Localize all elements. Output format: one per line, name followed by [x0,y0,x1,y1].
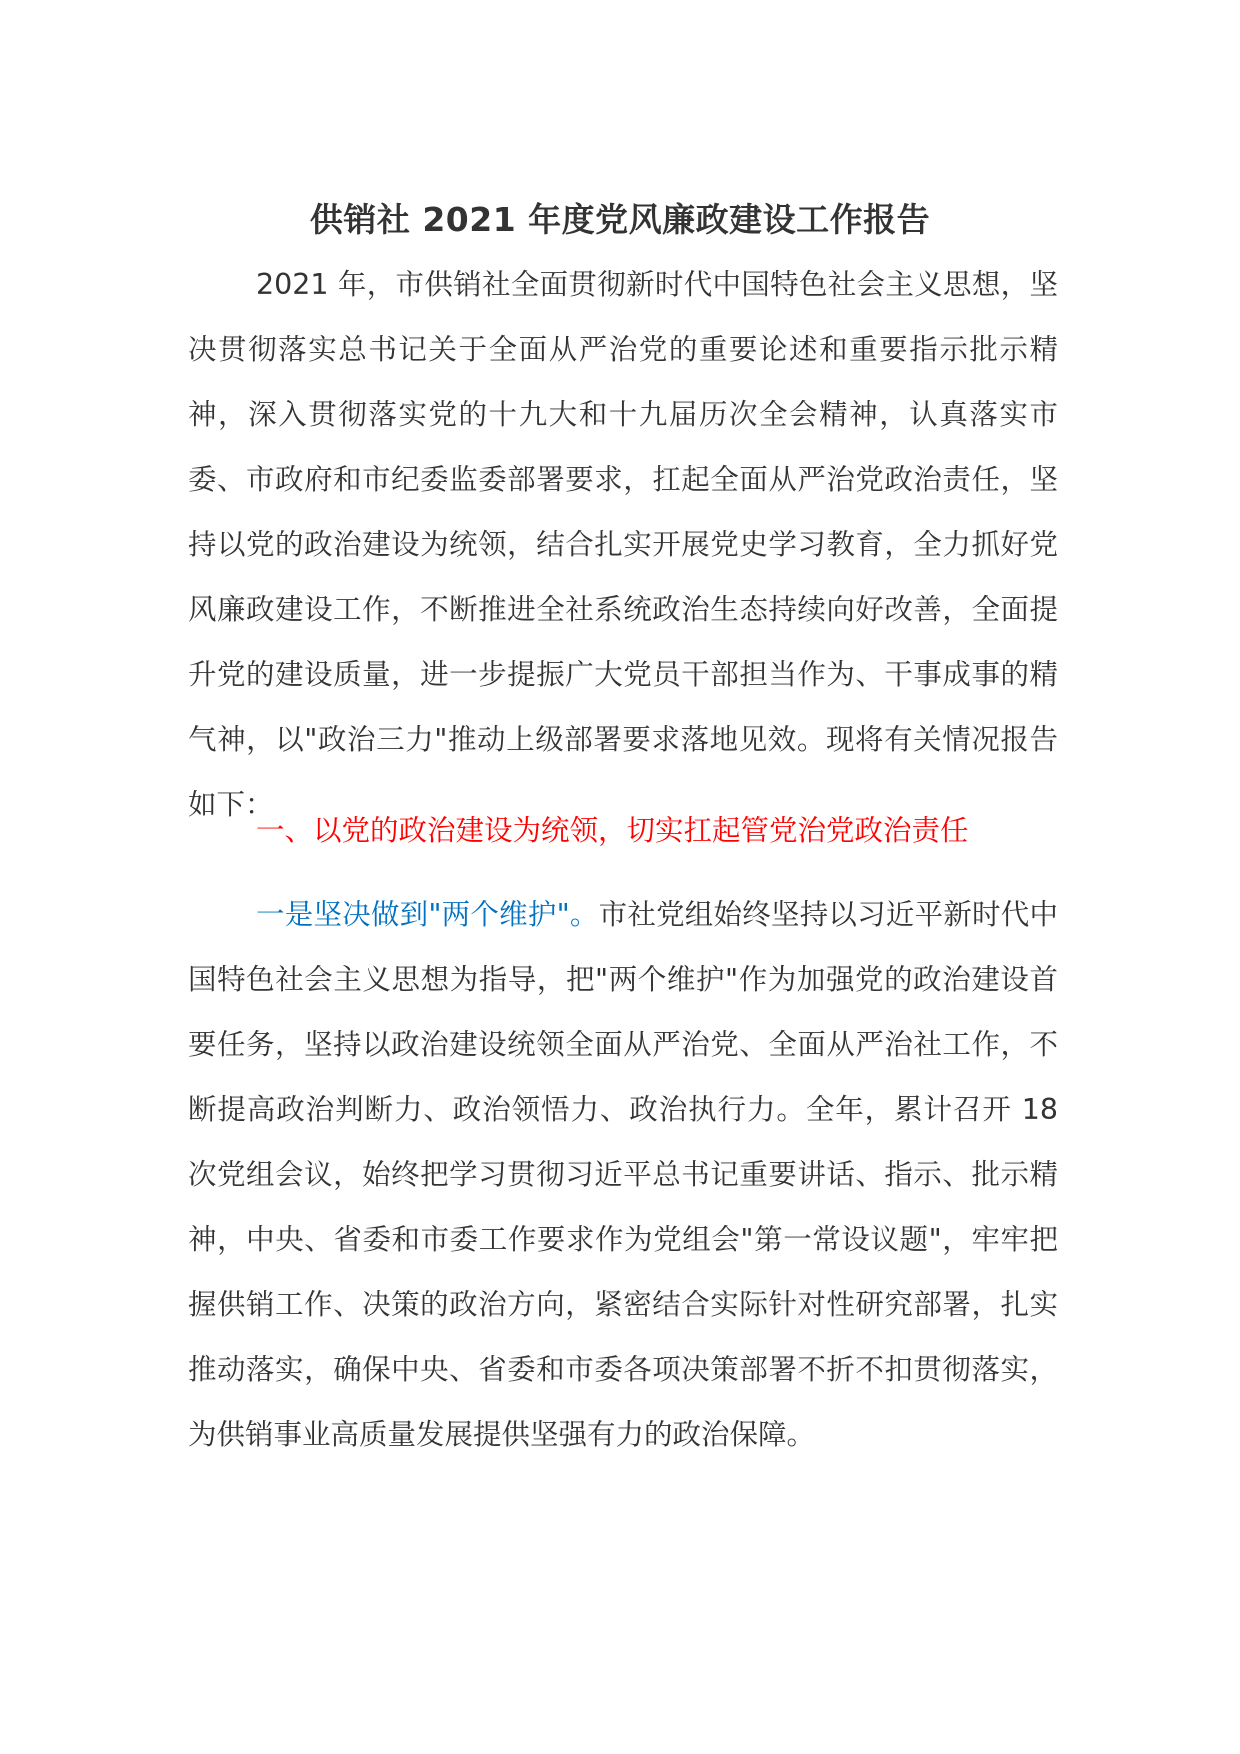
item-1-paragraph [188,882,1058,1467]
section-1-heading: 一、以党的政治建设为统领，切实扛起管党治党政治责任 [256,814,969,847]
document-title: 供销社 2021 年度党风廉政建设工作报告 [309,200,931,239]
intro-paragraph: 2021 年，市供销社全面贯彻新时代中国特色社会主义思想，坚决贯彻落实总书记关于全面从严治党的重要论述和重要指示批示精神，深入贯彻落实党的十九大和十九届历次全会精神，认真落实市委、市政府和市纪委监委部署要求，扛起全面从严治党政治责任，坚持以党的政治建设为统领，结合扎实开展党史学习教育，全力抓好党风廉政建设工作，不断推进全社系统政治生态持续向好改善，全面提升党的建设质量，进一步提振广大党员干部担当作为、干事成事的精气神，以"政治三力"推动上级部署要求落地见效。现将有关情况报告如下： [188,268,1058,821]
item-1-body: 市社党组始终坚持以习近平新时代中国特色社会主义思想为指导，把"两个维护"作为加强党的政治建设首要任务，坚持以政治建设统领全面从严治党、全面从严治社工作，不断提高政治判断力、政治领悟力、政治执行力。全年，累计召开 18 次党组会议，始终把学习贯彻习近平总书记重要讲话、指示、批示精神，中央、省委和市委工作要求作为党组会"第一常设议题"，牢牢把握供销工作、决策的政治方向，紧密结合实际针对性研究部署，扎实推动落实，确保中央、省委和市委各项决策部署不折不扣贯彻落实，为供销事业高质量发展提供坚强有力的政治保障。 [188,898,1058,1451]
item-1-lead: 一是坚决做到"两个维护"。 [256,898,599,931]
